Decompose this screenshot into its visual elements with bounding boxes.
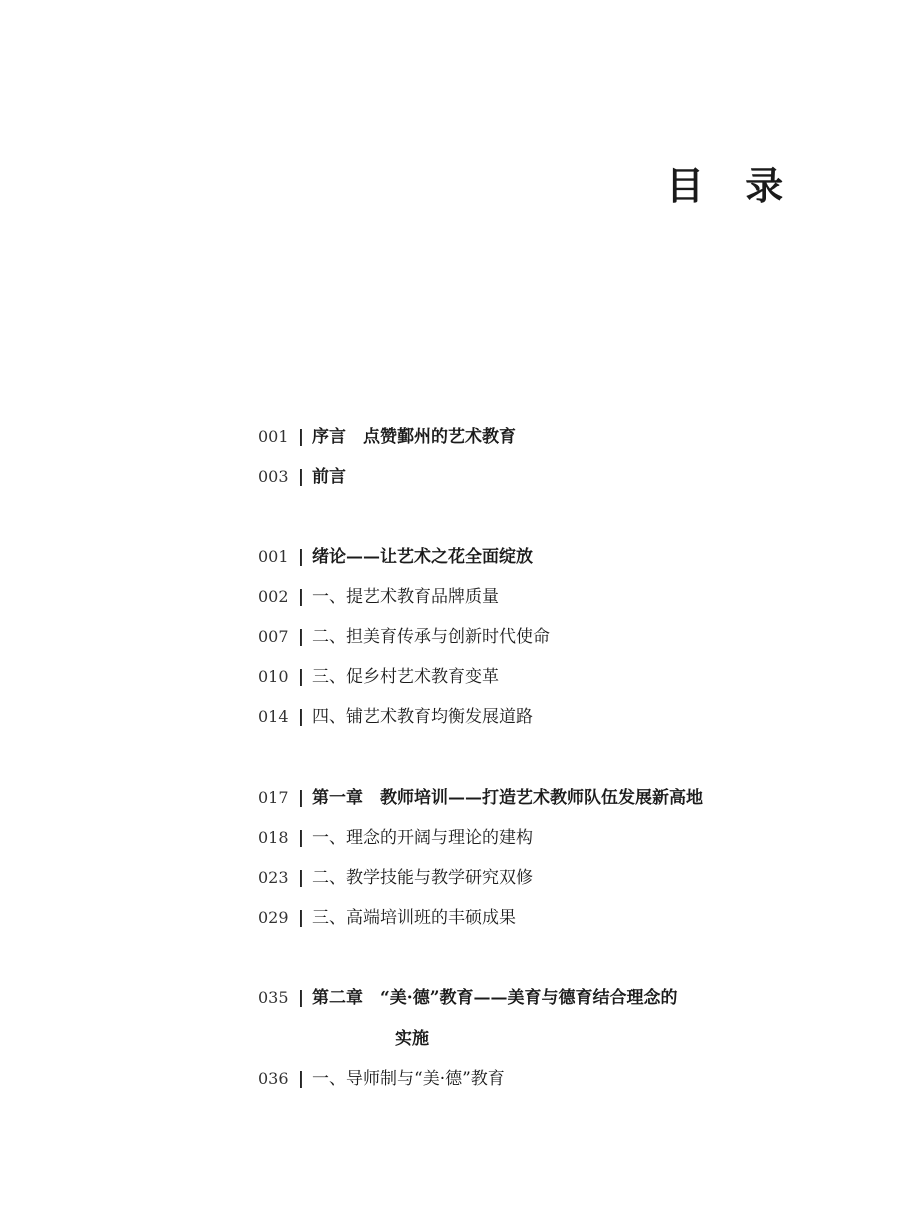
- entry-title: 二、教学技能与教学研究双修: [312, 868, 533, 888]
- toc-entry[interactable]: [258, 703, 533, 731]
- page-title: 目 录: [666, 163, 798, 208]
- separator: |: [297, 627, 305, 647]
- entry-title: 一、提艺术教育品牌质量: [312, 587, 499, 607]
- page-number: 018: [258, 828, 289, 847]
- separator: |: [297, 427, 305, 447]
- entry-title-continuation: 实施: [395, 1029, 429, 1049]
- separator: |: [297, 1069, 305, 1089]
- toc-entry-foreword[interactable]: [258, 463, 346, 491]
- separator: |: [297, 707, 305, 727]
- entry-title: 第二章 “美·德”教育——美育与德育结合理念的: [312, 988, 678, 1008]
- entry-title: 三、促乡村艺术教育变革: [312, 667, 499, 687]
- page-number: 017: [258, 788, 289, 807]
- entry-title: 四、铺艺术教育均衡发展道路: [312, 707, 533, 727]
- entry-title: 第一章 教师培训——打造艺术教师队伍发展新高地: [312, 788, 703, 808]
- page-number: 035: [258, 988, 289, 1007]
- separator: |: [297, 988, 305, 1008]
- page-number: 002: [258, 587, 289, 606]
- entry-title: 三、高端培训班的丰硕成果: [312, 908, 516, 928]
- page-number: 003: [258, 467, 289, 486]
- separator: |: [297, 788, 305, 808]
- toc-entry[interactable]: [258, 583, 499, 611]
- page-number: 023: [258, 868, 289, 887]
- separator: |: [297, 908, 305, 928]
- separator: |: [297, 667, 305, 687]
- page-number: 036: [258, 1069, 289, 1088]
- toc-entry-introduction[interactable]: [258, 543, 533, 571]
- separator: |: [297, 868, 305, 888]
- toc-entry[interactable]: [258, 623, 550, 651]
- page-number: 010: [258, 667, 289, 686]
- entry-title: 序言 点赞鄞州的艺术教育: [312, 427, 516, 447]
- toc-entry[interactable]: [258, 904, 516, 932]
- toc-entry[interactable]: [258, 1065, 505, 1093]
- toc-entry[interactable]: [258, 864, 533, 892]
- entry-title: 一、理念的开阔与理论的建构: [312, 828, 533, 848]
- separator: |: [297, 467, 305, 487]
- entry-title: 绪论——让艺术之花全面绽放: [312, 547, 533, 567]
- page-number: 014: [258, 707, 289, 726]
- entry-title: 二、担美育传承与创新时代使命: [312, 627, 550, 647]
- toc-entry-chapter-2[interactable]: [258, 984, 677, 1012]
- toc-entry-chapter-1[interactable]: [258, 784, 703, 812]
- page-number: 029: [258, 908, 289, 927]
- page-number: 001: [258, 547, 289, 566]
- entry-title: 前言: [312, 467, 346, 487]
- page-number: 001: [258, 427, 289, 446]
- page-number: 007: [258, 627, 289, 646]
- toc-entry[interactable]: [258, 663, 499, 691]
- separator: |: [297, 828, 305, 848]
- separator: |: [297, 547, 305, 567]
- toc-entry-preface[interactable]: [258, 423, 516, 451]
- separator: |: [297, 587, 305, 607]
- toc-entry[interactable]: [258, 824, 533, 852]
- entry-title: 一、导师制与“美·德”教育: [312, 1069, 505, 1089]
